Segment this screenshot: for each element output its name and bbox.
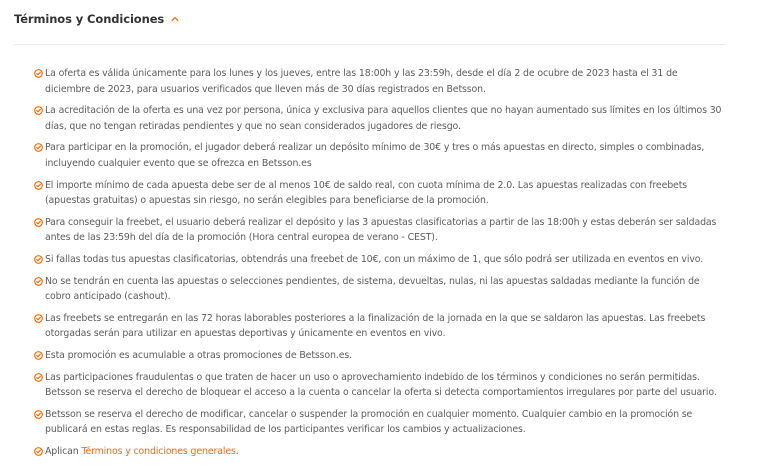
list-item-text: Para participar en la promoción, el jugador deberá realizar un depósito mínimo de 30€ y tres o más apuestas en directo, simples o combinadas, incluyendo cualquier evento que se ofrezca en Betsson.es [45, 142, 705, 169]
list-item [34, 252, 724, 268]
list-item-text: La oferta es válida únicamente para los lunes y los jueves, entre las 18:00h y las 23:59h, desde el día 2 de ocubre de 2023 hasta el 31 de diciembre de 2023, para usuarios verificados que lleven más de 30 días registrados en Betsson. [45, 68, 678, 95]
list-item [34, 407, 724, 438]
last-item-suffix: . [235, 446, 239, 458]
list-item-text: Las participaciones fraudulentas o que traten de hacer un uso o aprovechamiento indebido de los términos y condiciones no serán permitidas. Betsson se reserva el derecho de bloquear el acceso a la cuenta o cancelar la oferta si detecta comportamientos irregulares por parte del usuario. [45, 371, 717, 399]
list-item [34, 348, 724, 364]
check-circle-icon [34, 351, 43, 360]
check-circle-icon [34, 447, 43, 456]
list-item [34, 444, 724, 460]
list-item [34, 311, 724, 342]
check-circle-icon [34, 143, 43, 152]
check-circle-icon [34, 255, 43, 264]
check-circle-icon [34, 410, 43, 419]
check-circle-icon [34, 314, 43, 323]
check-circle-icon [34, 218, 43, 227]
chevron-up-icon[interactable] [171, 15, 179, 23]
list-item [34, 66, 724, 97]
list-item-text: Para conseguir la freebet, el usuario deberá realizar el depósito y las 3 apuestas clasificatorias a partir de las 18:00h y estas deberán ser saldadas antes de las 23:59h del día de la promoción (Hora central europea de verano - CEST). [45, 216, 717, 244]
list-item-text: Si fallas todas tus apuestas clasificatorias, obtendrás una freebet de 10€, con un máximo de 1, que sólo podrá ser utilizada en eventos en vivo. [45, 253, 704, 265]
list-item [34, 274, 724, 305]
last-item-prefix: Aplican [45, 446, 82, 458]
list-item-text: No se tendrán en cuenta las apuestas o selecciones pendientes, de sistema, devueltas, nulas, ni las apuestas saldadas mediante la función de cobro anticipado (cashout). [45, 275, 700, 303]
terms-list [34, 66, 724, 466]
list-item-text: Betsson se reserva el derecho de modificar, cancelar o suspender la promoción en cualquier momento. Cualquier cambio en la promoción se publicará en estas reglas. Es responsabilidad de los participantes verificar los cambios y actualizaciones. [45, 408, 693, 436]
terms-title: Términos y Condiciones [14, 12, 165, 26]
check-circle-icon [34, 373, 43, 382]
list-item [34, 215, 724, 246]
list-item [34, 370, 724, 401]
terms-header[interactable] [14, 12, 179, 26]
list-item-text: Las freebets se entregarán en las 72 horas laborables posteriores a la finalización de la jornada en la que se saldaron las apuestas. Las freebets otorgadas serán para utilizar en apuestas deportivas y únicamente en eventos en vivo. [45, 312, 706, 340]
list-item-text: Esta promoción es acumulable a otras promociones de Betsson.es. [45, 350, 352, 361]
list-item-text: El importe mínimo de cada apuesta debe ser de al menos 10€ de saldo real, con cuota mínima de 2.0. Las apuestas realizadas con freebets (apuestas gratuitas) o apuestas sin riesgo, no serán elegibles para beneficiarse de la promoción. [45, 179, 688, 207]
list-item [34, 178, 724, 209]
check-circle-icon [34, 106, 43, 115]
check-circle-icon [34, 277, 43, 286]
list-item [34, 103, 724, 134]
header-divider [14, 44, 726, 45]
list-item-text: La acreditación de la oferta es una vez por persona, única y exclusiva para aquellos clientes que no hayan aumentado sus límites en los últimos 30 días, que no tengan retiradas pendientes y que no sean considerados jugadores de riesgo. [45, 105, 722, 132]
general-terms-link[interactable]: Términos y condiciones generales [81, 446, 236, 458]
list-item [34, 140, 724, 171]
list-item-text [45, 444, 724, 460]
check-circle-icon [34, 69, 43, 78]
check-circle-icon [34, 181, 43, 190]
